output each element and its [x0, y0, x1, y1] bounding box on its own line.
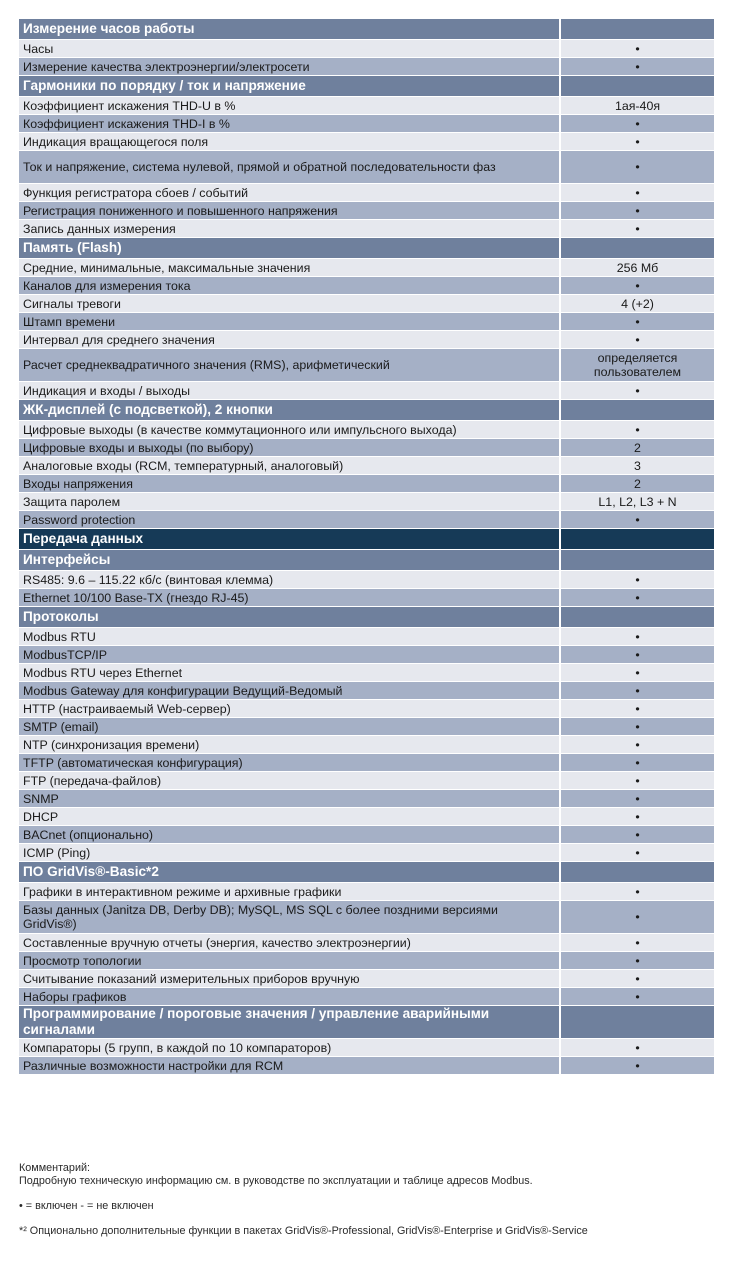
row-label: Modbus RTU — [19, 628, 560, 646]
row-value: • — [560, 421, 714, 439]
section-header-empty-cell — [560, 862, 714, 883]
row-value: • — [560, 772, 714, 790]
row-value: • — [560, 1057, 714, 1075]
row-value: • — [560, 790, 714, 808]
table-row — [19, 511, 714, 529]
table-row — [19, 988, 714, 1006]
table-row — [19, 313, 714, 331]
row-value: • — [560, 664, 714, 682]
row-label: Считывание показаний измерительных приборов вручную — [19, 970, 560, 988]
row-label: Password protection — [19, 511, 560, 529]
row-value: 2 — [560, 475, 714, 493]
spec-table — [19, 19, 714, 1075]
row-value: • — [560, 700, 714, 718]
row-value: • — [560, 202, 714, 220]
row-label: Просмотр топологии — [19, 952, 560, 970]
row-label: Индикация и входы / выходы — [19, 382, 560, 400]
table-row — [19, 493, 714, 511]
row-label: Цифровые выходы (в качестве коммутационного или импульсного выхода) — [19, 421, 560, 439]
row-value: 2 — [560, 439, 714, 457]
table-row — [19, 295, 714, 313]
row-value: • — [560, 754, 714, 772]
row-label: DHCP — [19, 808, 560, 826]
row-value: • — [560, 115, 714, 133]
row-value: • — [560, 331, 714, 349]
row-label: Цифровые входы и выходы (по выбору) — [19, 439, 560, 457]
section-header-row — [19, 76, 714, 97]
row-label: Базы данных (Janitza DB, Derby DB); MySQL, MS SQL с более поздними версиями GridVis®) — [19, 901, 560, 934]
row-value: • — [560, 313, 714, 331]
row-label: HTTP (настраиваемый Web-сервер) — [19, 700, 560, 718]
table-row — [19, 1057, 714, 1075]
row-value: 1ая-40я — [560, 97, 714, 115]
section-header-row — [19, 607, 714, 628]
table-row — [19, 808, 714, 826]
row-value: • — [560, 220, 714, 238]
row-value: • — [560, 589, 714, 607]
row-label: BACnet (опционально) — [19, 826, 560, 844]
row-value: • — [560, 58, 714, 76]
table-row — [19, 628, 714, 646]
table-row — [19, 826, 714, 844]
row-label: FTP (передача-файлов) — [19, 772, 560, 790]
row-label: Защита паролем — [19, 493, 560, 511]
table-row — [19, 952, 714, 970]
section-header-empty-cell — [560, 550, 714, 571]
row-value: 3 — [560, 457, 714, 475]
section-header-label: Гармоники по порядку / ток и напряжение — [19, 76, 560, 97]
section-header-label: Интерфейсы — [19, 550, 560, 571]
row-label: Штамп времени — [19, 313, 560, 331]
row-value: • — [560, 1039, 714, 1057]
section-header-row — [19, 238, 714, 259]
section-header-empty-cell — [560, 400, 714, 421]
row-value: • — [560, 646, 714, 664]
table-row — [19, 1039, 714, 1057]
section-header-empty-cell — [560, 76, 714, 97]
row-value: • — [560, 826, 714, 844]
table-row — [19, 202, 714, 220]
section-header-label: Протоколы — [19, 607, 560, 628]
notes-section — [19, 1162, 588, 1238]
section-header-label: Передача данных — [19, 529, 560, 550]
row-value: • — [560, 934, 714, 952]
section-header-label: Память (Flash) — [19, 238, 560, 259]
section-header-label: Программирование / пороговые значения / управление аварийными сигналами — [19, 1006, 560, 1039]
row-label: Входы напряжения — [19, 475, 560, 493]
table-row — [19, 259, 714, 277]
row-label: Часы — [19, 40, 560, 58]
row-value: • — [560, 40, 714, 58]
table-row — [19, 133, 714, 151]
row-label: Коэффициент искажения THD-U в % — [19, 97, 560, 115]
table-row — [19, 151, 714, 184]
row-value: • — [560, 682, 714, 700]
table-row — [19, 883, 714, 901]
section-header-row — [19, 400, 714, 421]
comment-title: Комментарий: — [19, 1162, 91, 1174]
row-label: ICMP (Ping) — [19, 844, 560, 862]
row-value: • — [560, 382, 714, 400]
row-label: Измерение качества электроэнергии/электросети — [19, 58, 560, 76]
row-value: • — [560, 628, 714, 646]
table-row — [19, 382, 714, 400]
row-value: определяется пользователем — [560, 349, 714, 382]
table-row — [19, 736, 714, 754]
row-label: ModbusTCP/IP — [19, 646, 560, 664]
row-label: Интервал для среднего значения — [19, 331, 560, 349]
row-label: Наборы графиков — [19, 988, 560, 1006]
section-header-row — [19, 1006, 714, 1039]
table-row — [19, 277, 714, 295]
row-label: Функция регистратора сбоев / событий — [19, 184, 560, 202]
table-row — [19, 844, 714, 862]
row-label: Расчет среднеквадратичного значения (RMS), арифметический — [19, 349, 560, 382]
row-label: Каналов для измерения тока — [19, 277, 560, 295]
row-label: RS485: 9.6 – 115.22 кб/с (винтовая клемма) — [19, 571, 560, 589]
section-header-row — [19, 550, 714, 571]
comment-text: Подробную техническую информацию см. в руководстве по эксплуатации и таблице адресов Modbus. — [19, 1175, 533, 1187]
row-label: Modbus RTU через Ethernet — [19, 664, 560, 682]
table-row — [19, 571, 714, 589]
table-row — [19, 439, 714, 457]
table-row — [19, 646, 714, 664]
row-label: Графики в интерактивном режиме и архивные графики — [19, 883, 560, 901]
row-label: SMTP (email) — [19, 718, 560, 736]
row-label: Индикация вращающегося поля — [19, 133, 560, 151]
row-value: • — [560, 883, 714, 901]
table-row — [19, 934, 714, 952]
row-label: NTP (синхронизация времени) — [19, 736, 560, 754]
row-label: Различные возможности настройки для RCM — [19, 1057, 560, 1075]
row-value: 256 Мб — [560, 259, 714, 277]
table-row — [19, 220, 714, 238]
table-row — [19, 457, 714, 475]
row-value: • — [560, 901, 714, 934]
row-label: Средние, минимальные, максимальные значения — [19, 259, 560, 277]
footnote-text: *² Опционально дополнительные функции в пакетах GridVis®-Professional, GridVis®-Enterprise и GridVis®-Service — [19, 1225, 588, 1237]
section-header-empty-cell — [560, 1006, 714, 1039]
row-label: Регистрация пониженного и повышенного напряжения — [19, 202, 560, 220]
row-value: • — [560, 718, 714, 736]
table-row — [19, 772, 714, 790]
section-header-empty-cell — [560, 607, 714, 628]
section-header-label: ЖК-дисплей (с подсветкой), 2 кнопки — [19, 400, 560, 421]
table-row — [19, 331, 714, 349]
row-label: Аналоговые входы (RCM, температурный, аналоговый) — [19, 457, 560, 475]
section-header-label: Измерение часов работы — [19, 19, 560, 40]
table-row — [19, 664, 714, 682]
table-row — [19, 40, 714, 58]
row-value: • — [560, 970, 714, 988]
row-value: • — [560, 133, 714, 151]
row-value: • — [560, 571, 714, 589]
table-row — [19, 421, 714, 439]
table-row — [19, 682, 714, 700]
row-value: L1, L2, L3 + N — [560, 493, 714, 511]
row-value: • — [560, 511, 714, 529]
row-label: TFTP (автоматическая конфигурация) — [19, 754, 560, 772]
row-label: Ethernet 10/100 Base-TX (гнездо RJ-45) — [19, 589, 560, 607]
table-row — [19, 901, 714, 934]
row-value: • — [560, 736, 714, 754]
section-header-row — [19, 19, 714, 40]
row-label: Modbus Gateway для конфигурации Ведущий-Ведомый — [19, 682, 560, 700]
row-value: • — [560, 151, 714, 184]
row-value: • — [560, 988, 714, 1006]
table-row — [19, 184, 714, 202]
row-label: Сигналы тревоги — [19, 295, 560, 313]
table-row — [19, 589, 714, 607]
section-header-row — [19, 529, 714, 550]
row-value: • — [560, 952, 714, 970]
table-row — [19, 97, 714, 115]
row-value: • — [560, 277, 714, 295]
table-row — [19, 754, 714, 772]
section-header-row — [19, 862, 714, 883]
row-label: Компараторы (5 групп, в каждой по 10 компараторов) — [19, 1039, 560, 1057]
section-header-label: ПО GridVis®-Basic*2 — [19, 862, 560, 883]
table-row — [19, 475, 714, 493]
spec-table-container — [19, 19, 714, 1075]
section-header-empty-cell — [560, 529, 714, 550]
table-row — [19, 700, 714, 718]
table-row — [19, 115, 714, 133]
table-row — [19, 790, 714, 808]
row-value: • — [560, 844, 714, 862]
spec-table-body — [19, 19, 714, 1075]
section-header-empty-cell — [560, 19, 714, 40]
section-header-empty-cell — [560, 238, 714, 259]
row-label: SNMP — [19, 790, 560, 808]
legend-text: • = включен - = не включен — [19, 1200, 154, 1212]
row-value: • — [560, 184, 714, 202]
row-label: Запись данных измерения — [19, 220, 560, 238]
table-row — [19, 970, 714, 988]
row-label: Составленные вручную отчеты (энергия, качество электроэнергии) — [19, 934, 560, 952]
table-row — [19, 718, 714, 736]
row-label: Ток и напряжение, система нулевой, прямой и обратной последовательности фаз — [19, 151, 560, 184]
row-label: Коэффициент искажения THD-I в % — [19, 115, 560, 133]
row-value: 4 (+2) — [560, 295, 714, 313]
table-row — [19, 58, 714, 76]
row-value: • — [560, 808, 714, 826]
table-row — [19, 349, 714, 382]
